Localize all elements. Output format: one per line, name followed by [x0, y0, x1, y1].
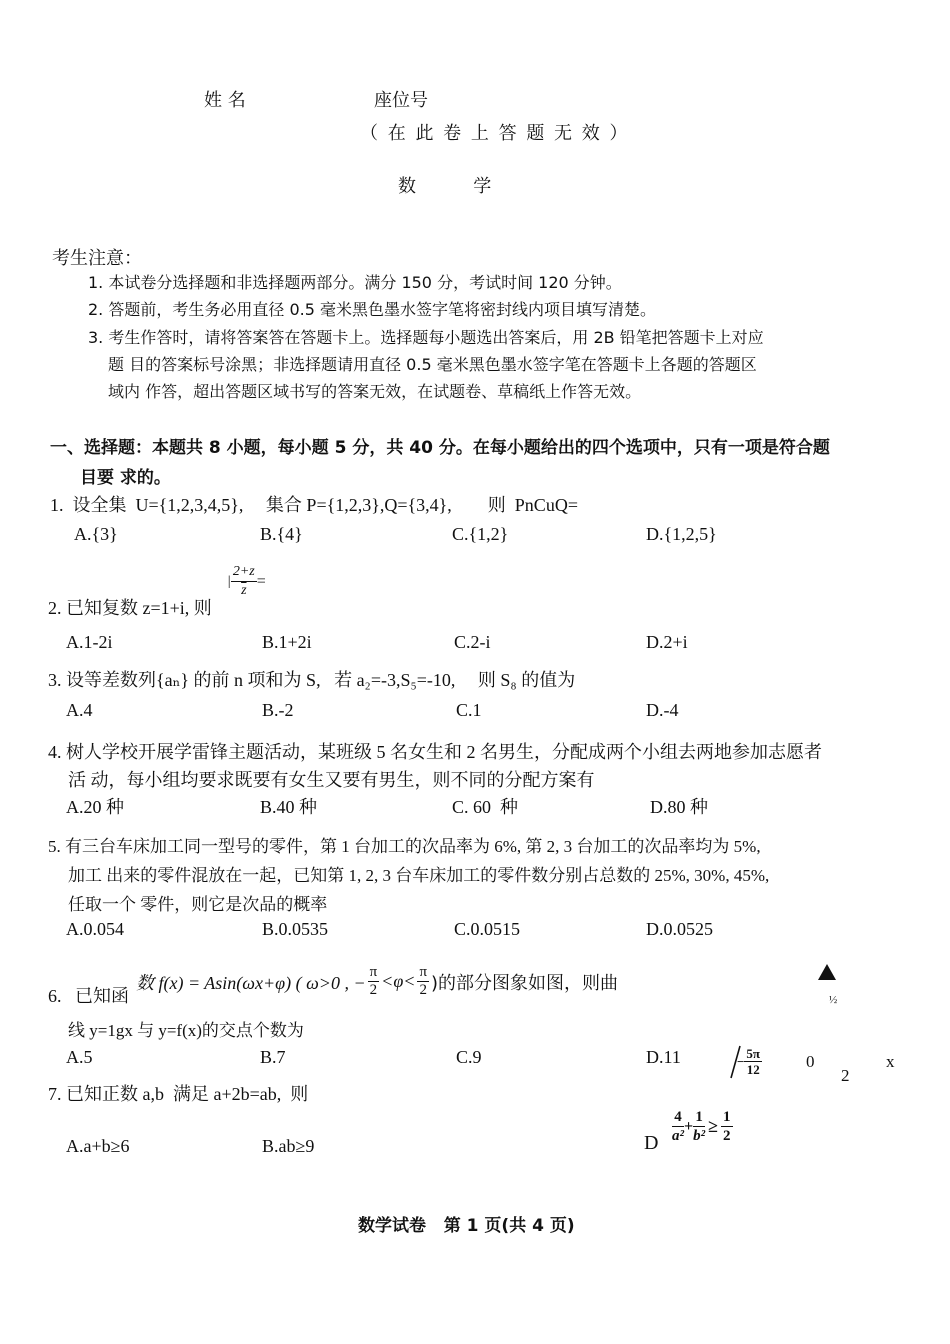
q3-option-c: C.1 [456, 700, 482, 720]
q5-option-c: C.0.0515 [454, 919, 521, 939]
q6-formula [136, 964, 618, 999]
q3-option-d: D.-4 [646, 700, 679, 720]
q4-option-c: C. 60 种 [452, 797, 519, 817]
q5-option-d: D.0.0525 [646, 919, 713, 939]
q1-option-b: B.{4} [260, 524, 303, 544]
section-heading-cont: 目要 求的。 [80, 468, 171, 488]
q5-option-b: B.0.0535 [262, 919, 329, 939]
q2-option-a: A.1-2i [66, 632, 113, 652]
seat-label: 座位号 [374, 90, 428, 111]
q7-frac1-den: a² [672, 1128, 684, 1144]
notice-item-3: 3. 考生作答时，请将答案答在答题卡上。选择题每小题选出答案后，用 2B 铅笔把答题卡上对应 [88, 328, 764, 347]
q1-option-a: A.{3} [74, 524, 118, 544]
q6-two-1: 2 [369, 982, 378, 998]
q7-frac1-num: 4 [674, 1109, 682, 1125]
graph-tick-denominator: 12 [746, 1062, 760, 1077]
q3-stem: 3. 设等差数列{aₙ} 的前 n 项和为 S, 若 a₂=-3,S₅=-10, 则 S₈ 的值为 [48, 670, 576, 690]
graph-tick-label [737, 1046, 762, 1077]
q6-stem-cont: 线 y=1gx 与 y=f(x)的交点个数为 [68, 1021, 304, 1040]
q6-stem-suffix: )的部分图象如图，则曲 [431, 972, 619, 994]
notice-item-2: 2. 答题前，考生务必用直径 0.5 毫米黑色墨水签字笔将密封线内项目填写清楚。 [88, 300, 656, 319]
section-heading: 一、选择题：本题共 8 小题，每小题 5 分，共 40 分。在每小题给出的四个选项中，只有一项是符合题 [50, 438, 830, 458]
q7-frac3-den: 2 [723, 1128, 731, 1144]
q4-option-b: B.40 种 [260, 797, 318, 817]
y-axis-arrow-icon [816, 962, 838, 982]
q6-option-d: D.11 [646, 1047, 681, 1067]
q2-numerator: 2+z [231, 563, 257, 582]
q7-frac3-num: 1 [723, 1109, 731, 1125]
q5-stem-cont2: 任取一个 零件，则它是次品的概率 [68, 895, 328, 914]
q7-ge: ≥ [708, 1116, 719, 1136]
q2-option-d: D.2+i [646, 632, 688, 652]
q4-option-d: D.80 种 [650, 797, 708, 817]
q2-denominator: z [241, 583, 247, 598]
q1-stem: 1. 设全集 U={1,2,3,4,5}, 集合 P={1,2,3},Q={3,4}, 则 PnCuQ= [50, 495, 578, 515]
q4-option-a: A.20 种 [66, 797, 124, 817]
graph-tick-numerator: 5π [746, 1046, 761, 1061]
graph-x-label: x [886, 1052, 895, 1071]
q6-option-a: A.5 [66, 1047, 93, 1067]
notice-title: 考生注意： [52, 248, 142, 269]
notice-item-1: 1. 本试卷分选择题和非选择题两部分。满分 150 分，考试时间 120 分钟。 [88, 273, 622, 292]
q2-stem: 2. 已知复数 z=1+i, 则 [48, 598, 212, 618]
q7-option-d-label: D [644, 1132, 659, 1154]
notice-item-3-cont: 题 目的答案标号涂黑；非选择题请用直径 0.5 毫米黑色墨水签字笔在答题卡上各题的答题区 [108, 355, 757, 374]
q3-option-a: A.4 [66, 700, 93, 720]
page-footer: 数学试卷 第 1 页(共 4 页) [358, 1216, 575, 1236]
q2-abs-bar: | [227, 573, 231, 589]
q2-equals: = [256, 572, 266, 590]
subject-title: 数 学 [398, 176, 492, 197]
invalid-note: （ 在 此 卷 上 答 题 无 效 ） [360, 123, 630, 144]
q7-plus: + [684, 1117, 694, 1135]
q7-option-a: A.a+b≥6 [66, 1136, 130, 1156]
q6-option-c: C.9 [456, 1047, 482, 1067]
q2-formula [227, 563, 266, 600]
q1-option-c: C.{1,2} [452, 524, 509, 544]
q6-option-b: B.7 [260, 1047, 286, 1067]
graph-origin-label: 0 [806, 1052, 815, 1071]
q7-frac2-den: b² [693, 1128, 706, 1144]
graph-half-label: ½ [829, 994, 838, 1006]
q6-formula-main: 数 f(x) = Asin(ωx+φ) ( ω>0 , − [136, 972, 366, 993]
q5-stem: 5. 有三台车床加工同一型号的零件，第 1 台加工的次品率为 6%, 第 2, 3 台加工的次品率均为 5%, [48, 837, 761, 856]
q6-phi-range: <φ< [381, 971, 416, 991]
graph-two-label: 2 [841, 1066, 850, 1085]
q5-stem-cont: 加工 出来的零件混放在一起，已知第 1, 2, 3 台车床加工的零件数分别占总数的 25%, 30%, 45%, [68, 866, 770, 885]
q5-option-a: A.0.054 [66, 919, 124, 939]
q6-two-2: 2 [419, 982, 427, 998]
q4-stem-cont: 活 动，每小组均要求既要有女生又要有男生，则不同的分配方案有 [68, 770, 595, 790]
notice-item-3-cont2: 域内 作答，超出答题区域书写的答案无效，在试题卷、草稿纸上作答无效。 [108, 382, 642, 401]
graph-tick-minus: − [737, 1053, 745, 1069]
q6-pi-2: π [419, 964, 428, 980]
q7-option-b: B.ab≥9 [262, 1136, 315, 1156]
q6-stem-prefix: 6. 已知函 [48, 986, 129, 1006]
q7-option-d-formula [672, 1108, 733, 1145]
q7-stem: 7. 已知正数 a,b 满足 a+2b=ab, 则 [48, 1084, 309, 1104]
q3-option-b: B.-2 [262, 700, 294, 720]
q6-pi-1: π [369, 964, 378, 980]
q2-option-b: B.1+2i [262, 632, 312, 652]
q2-option-c: C.2-i [454, 632, 491, 652]
q7-frac2-num: 1 [695, 1109, 703, 1125]
q1-option-d: D.{1,2,5} [646, 524, 717, 544]
q4-stem: 4. 树人学校开展学雷锋主题活动，某班级 5 名女生和 2 名男生，分配成两个小组去两地参加志愿者 [48, 742, 822, 762]
name-label: 姓 名 [204, 90, 246, 111]
